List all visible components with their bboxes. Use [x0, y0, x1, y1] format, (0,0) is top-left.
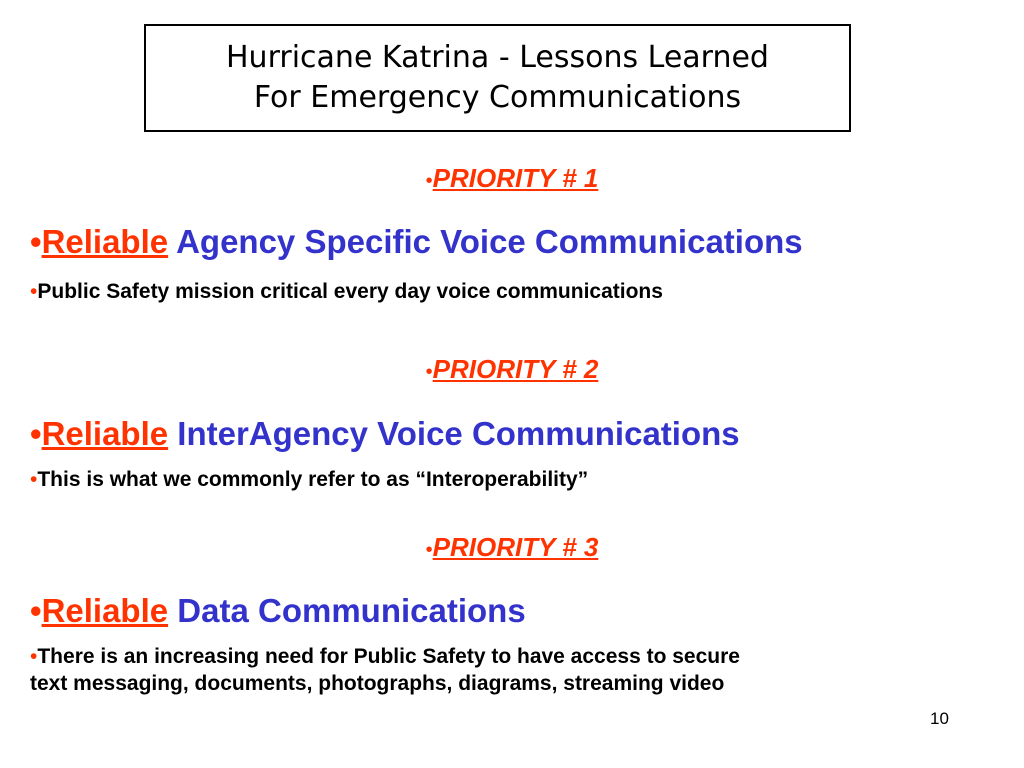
section-2-detail — [30, 467, 588, 493]
priority-2-text: PRIORITY # 2 — [432, 354, 599, 384]
section-3-highlight: Reliable — [41, 592, 169, 629]
title-line-1: Hurricane Katrina - Lessons Learned — [226, 40, 769, 75]
section-2-highlight: Reliable — [41, 415, 169, 452]
bullet-icon: • — [30, 645, 38, 668]
priority-2-label — [0, 353, 1024, 388]
section-3-heading — [30, 591, 526, 631]
section-3-detail-line-1 — [30, 644, 740, 670]
bullet-icon: • — [30, 223, 42, 260]
section-1-detail — [30, 279, 663, 305]
section-1-highlight: Reliable — [41, 223, 169, 260]
bullet-icon: • — [30, 468, 38, 491]
title-line-2: For Emergency Communications — [253, 80, 742, 115]
section-1-heading-text: Agency Specific Voice Communications — [176, 223, 803, 260]
bullet-icon: • — [425, 539, 433, 561]
bullet-icon: • — [425, 170, 433, 192]
section-3-detail-text-1: There is an increasing need for Public Safety to have access to secure — [37, 645, 740, 668]
section-3-detail-line-2: text messaging, documents, photographs, diagrams, streaming video — [30, 672, 725, 695]
priority-3-label — [0, 531, 1024, 566]
priority-1-label — [0, 162, 1024, 197]
bullet-icon: • — [425, 361, 433, 383]
priority-3-text: PRIORITY # 3 — [432, 532, 599, 562]
page-number: 10 — [930, 709, 949, 728]
bullet-icon: • — [30, 415, 42, 452]
section-1-heading — [30, 222, 803, 262]
bullet-icon: • — [30, 592, 42, 629]
section-2-heading-text: InterAgency Voice Communications — [177, 415, 740, 452]
section-2-heading — [30, 414, 740, 454]
section-3-heading-text: Data Communications — [177, 592, 526, 629]
title-box — [144, 24, 851, 132]
section-1-detail-text: Public Safety mission critical every day voice communications — [37, 280, 663, 303]
section-2-detail-text: This is what we commonly refer to as “Interoperability” — [37, 468, 589, 491]
priority-1-text: PRIORITY # 1 — [432, 163, 599, 193]
bullet-icon: • — [30, 280, 38, 303]
